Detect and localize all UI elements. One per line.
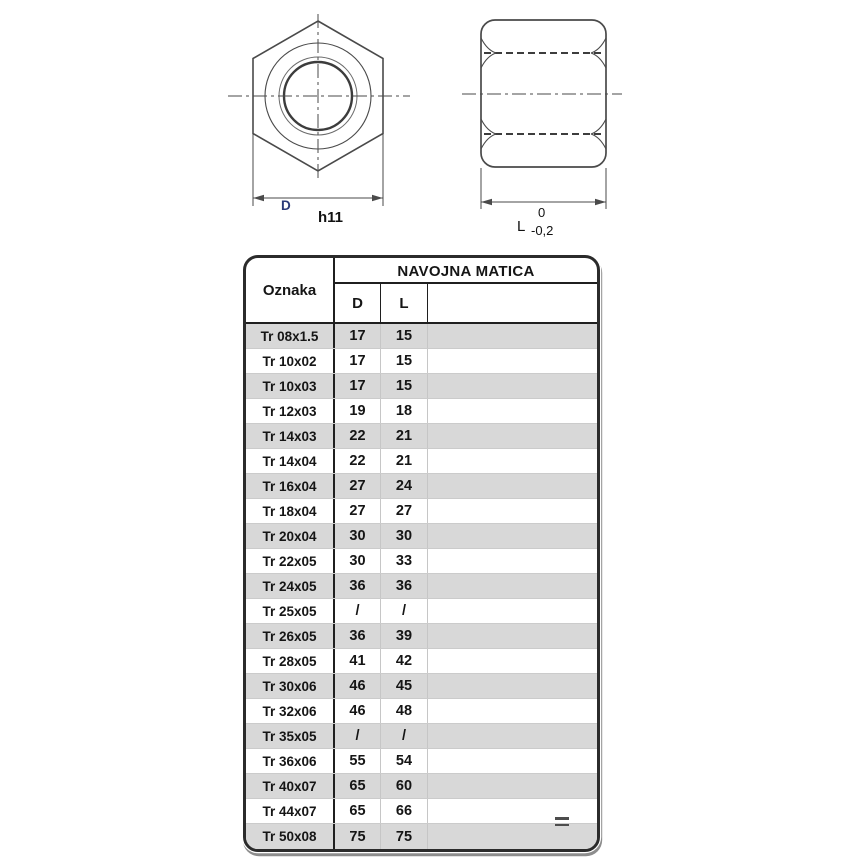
row-l-value: 15 [381, 374, 428, 398]
table-row [246, 374, 597, 399]
row-empty-cell [428, 599, 597, 623]
row-empty-cell [428, 649, 597, 673]
tolerance-upper: 0 [538, 205, 546, 220]
row-l-value: 30 [381, 524, 428, 548]
table-title: NAVOJNA MATICA [335, 258, 597, 284]
row-designation: Tr 26x05 [246, 624, 335, 648]
row-designation: Tr 36x06 [246, 749, 335, 773]
dimension-arrow-right [595, 199, 606, 205]
row-designation: Tr 08x1.5 [246, 324, 335, 348]
row-d-value: / [335, 599, 381, 623]
row-d-value: 46 [335, 674, 381, 698]
table-row [246, 774, 597, 799]
row-l-value: 45 [381, 674, 428, 698]
row-d-value: 55 [335, 749, 381, 773]
table-row [246, 824, 597, 849]
row-d-value: 30 [335, 549, 381, 573]
row-designation: Tr 14x04 [246, 449, 335, 473]
table-row [246, 599, 597, 624]
row-empty-cell [428, 774, 597, 798]
column-header-d: D [335, 284, 381, 322]
equals-mark [555, 813, 569, 830]
dimension-arrow-left [253, 195, 264, 201]
table-row [246, 349, 597, 374]
row-d-value: 17 [335, 374, 381, 398]
row-l-value: 66 [381, 799, 428, 823]
row-d-value: / [335, 724, 381, 748]
row-empty-cell [428, 424, 597, 448]
table-subheader [335, 284, 597, 322]
row-empty-cell [428, 399, 597, 423]
row-designation: Tr 10x02 [246, 349, 335, 373]
table-row [246, 499, 597, 524]
row-d-value: 17 [335, 349, 381, 373]
row-d-value: 46 [335, 699, 381, 723]
row-l-value: 75 [381, 824, 428, 849]
row-empty-cell [428, 574, 597, 598]
table-row [246, 449, 597, 474]
row-designation: Tr 32x06 [246, 699, 335, 723]
row-l-value: 48 [381, 699, 428, 723]
table-row [246, 524, 597, 549]
row-d-value: 30 [335, 524, 381, 548]
row-empty-cell [428, 349, 597, 373]
row-l-value: 54 [381, 749, 428, 773]
row-designation: Tr 16x04 [246, 474, 335, 498]
row-l-value: / [381, 724, 428, 748]
dim-label-d: D [281, 198, 291, 213]
table-row [246, 649, 597, 674]
side-view-drawing [462, 20, 622, 238]
row-designation: Tr 22x05 [246, 549, 335, 573]
dimension-arrow-left [481, 199, 492, 205]
row-designation: Tr 40x07 [246, 774, 335, 798]
table-row [246, 624, 597, 649]
row-d-value: 22 [335, 449, 381, 473]
table-header [246, 258, 597, 324]
row-designation: Tr 24x05 [246, 574, 335, 598]
row-l-value: 42 [381, 649, 428, 673]
row-designation: Tr 35x05 [246, 724, 335, 748]
row-empty-cell [428, 474, 597, 498]
row-designation: Tr 18x04 [246, 499, 335, 523]
row-empty-cell [428, 449, 597, 473]
row-l-value: 18 [381, 399, 428, 423]
column-header-empty [428, 284, 597, 322]
row-empty-cell [428, 824, 597, 849]
table-row [246, 674, 597, 699]
row-d-value: 41 [335, 649, 381, 673]
nut-drawings [0, 0, 860, 250]
dim-class-h11: h11 [318, 209, 344, 226]
row-l-value: 24 [381, 474, 428, 498]
row-designation: Tr 10x03 [246, 374, 335, 398]
row-designation: Tr 50x08 [246, 824, 335, 849]
row-empty-cell [428, 374, 597, 398]
row-empty-cell [428, 324, 597, 348]
table-row [246, 399, 597, 424]
table-row [246, 724, 597, 749]
table-row [246, 574, 597, 599]
row-l-value: 27 [381, 499, 428, 523]
table-body [246, 324, 597, 849]
row-d-value: 27 [335, 474, 381, 498]
row-d-value: 19 [335, 399, 381, 423]
table-row [246, 549, 597, 574]
column-header-l: L [381, 284, 428, 322]
row-empty-cell [428, 749, 597, 773]
row-d-value: 65 [335, 799, 381, 823]
row-empty-cell [428, 799, 597, 823]
row-empty-cell [428, 624, 597, 648]
tolerance-lower: -0,2 [531, 223, 554, 238]
row-designation: Tr 12x03 [246, 399, 335, 423]
row-empty-cell [428, 524, 597, 548]
table-row [246, 474, 597, 499]
row-d-value: 27 [335, 499, 381, 523]
row-l-value: 15 [381, 324, 428, 348]
row-l-value: / [381, 599, 428, 623]
table-row [246, 424, 597, 449]
row-l-value: 60 [381, 774, 428, 798]
table-row [246, 749, 597, 774]
table-row [246, 799, 597, 824]
row-empty-cell [428, 549, 597, 573]
row-empty-cell [428, 674, 597, 698]
column-header-oznaka: Oznaka [246, 258, 335, 322]
row-l-value: 21 [381, 424, 428, 448]
row-designation: Tr 44x07 [246, 799, 335, 823]
row-empty-cell [428, 699, 597, 723]
row-designation: Tr 30x06 [246, 674, 335, 698]
row-designation: Tr 28x05 [246, 649, 335, 673]
row-l-value: 15 [381, 349, 428, 373]
row-empty-cell [428, 499, 597, 523]
row-l-value: 21 [381, 449, 428, 473]
front-view-drawing [228, 14, 410, 226]
row-l-value: 36 [381, 574, 428, 598]
row-designation: Tr 25x05 [246, 599, 335, 623]
row-empty-cell [428, 724, 597, 748]
row-d-value: 17 [335, 324, 381, 348]
spec-table-card [243, 255, 600, 852]
row-designation: Tr 20x04 [246, 524, 335, 548]
table-header-right [335, 258, 597, 322]
table-row [246, 699, 597, 724]
dimension-arrow-right [372, 195, 383, 201]
row-l-value: 39 [381, 624, 428, 648]
row-designation: Tr 14x03 [246, 424, 335, 448]
dim-label-l: L [517, 218, 526, 235]
row-l-value: 33 [381, 549, 428, 573]
row-d-value: 36 [335, 624, 381, 648]
table-row [246, 324, 597, 349]
row-d-value: 65 [335, 774, 381, 798]
row-d-value: 75 [335, 824, 381, 849]
row-d-value: 36 [335, 574, 381, 598]
row-d-value: 22 [335, 424, 381, 448]
